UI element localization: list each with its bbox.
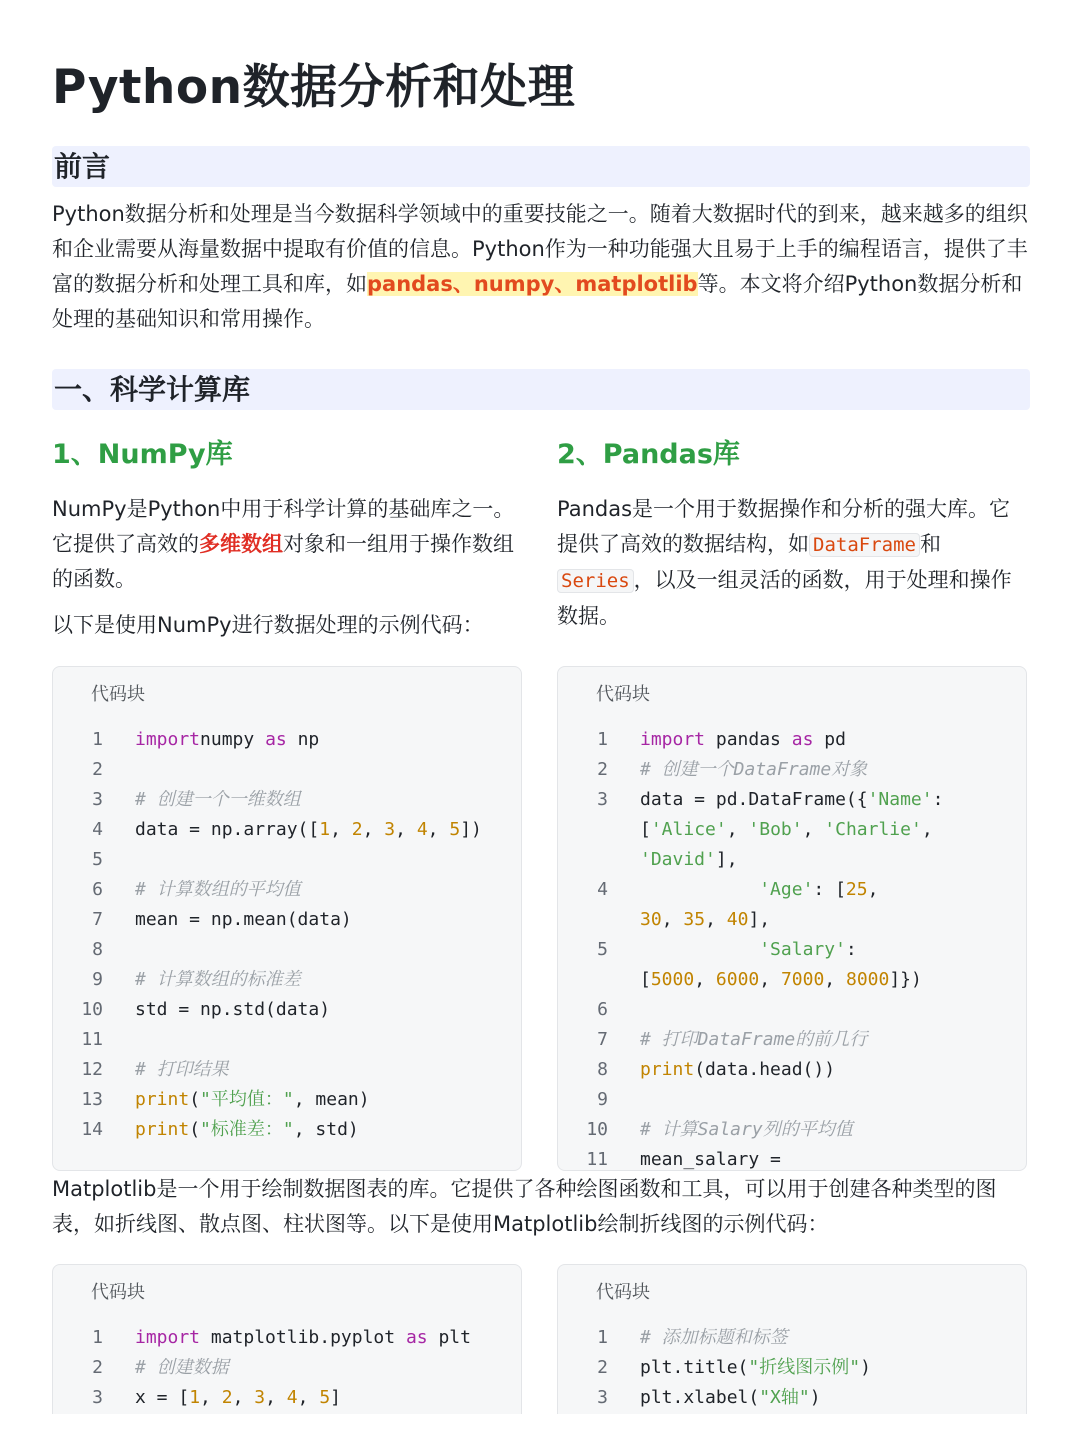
code-token: , bbox=[362, 819, 385, 840]
code-token: 'David' bbox=[640, 849, 716, 870]
code-body[interactable] bbox=[558, 725, 1026, 1171]
code-token: , bbox=[921, 819, 933, 840]
code-text bbox=[608, 875, 878, 905]
code-line bbox=[53, 965, 521, 995]
code-line bbox=[558, 1145, 1026, 1171]
code-token: , bbox=[726, 819, 749, 840]
code-line bbox=[53, 875, 521, 905]
code-line bbox=[558, 1085, 1026, 1115]
code-token: ] bbox=[330, 1387, 341, 1408]
line-number: 10 bbox=[81, 999, 103, 1020]
code-token: plt bbox=[427, 1327, 471, 1348]
code-line bbox=[53, 1025, 521, 1055]
code-text bbox=[608, 935, 857, 965]
code-token: 3 bbox=[384, 819, 396, 840]
code-block-label: 代码块 bbox=[91, 1282, 145, 1303]
code-token: , bbox=[694, 969, 716, 990]
preface-text-end: 等。本文将介绍Python数据分析和处理的基础知识和常用操作。 bbox=[52, 272, 1023, 331]
code-token: # 创建一个一维数组 bbox=[135, 789, 301, 810]
code-text bbox=[608, 1353, 871, 1383]
numpy-description bbox=[52, 492, 524, 643]
code-token: 'Bob' bbox=[748, 819, 803, 840]
code-text bbox=[608, 1383, 821, 1413]
code-token: # 添加标题和标签 bbox=[640, 1327, 788, 1348]
code-line bbox=[558, 905, 1026, 935]
code-token: ) bbox=[809, 1387, 821, 1408]
code-token: 1 bbox=[189, 1387, 201, 1408]
line-number: 6 bbox=[597, 999, 608, 1020]
pandas-text-a: Pandas是一个用于数据操作和分析的强大库。它提供了高效的数据结构，如 bbox=[557, 497, 1011, 556]
preface-heading: 前言 bbox=[52, 146, 1030, 187]
code-block-label: 代码块 bbox=[91, 684, 145, 705]
code-text bbox=[608, 1055, 835, 1085]
pandas-heading: 2、Pandas库 bbox=[557, 439, 740, 470]
code-line bbox=[558, 785, 1026, 815]
line-number: 9 bbox=[597, 1089, 608, 1110]
code-token: pandas bbox=[705, 729, 792, 750]
code-token: as bbox=[265, 729, 287, 750]
line-number: 7 bbox=[597, 1029, 608, 1050]
line-number: 3 bbox=[597, 789, 608, 810]
code-line bbox=[53, 1323, 521, 1353]
code-token: , bbox=[802, 819, 825, 840]
code-text bbox=[103, 725, 319, 755]
code-text bbox=[103, 1383, 341, 1413]
code-token: print bbox=[135, 1089, 190, 1110]
code-token: 5000 bbox=[650, 969, 695, 990]
preface-text: Python数据分析和处理是当今数据科学领域中的重要技能之一。随着大数据时代的到来，越来越多的组织和企业需要从海量数据中提取有价值的信息。Python作为一种功能强大且易于上手的编程语言，提供了丰富的数据分析和处理工具和库，如 bbox=[52, 202, 1028, 296]
code-token: ]) bbox=[460, 819, 482, 840]
code-token: ]}) bbox=[889, 969, 922, 990]
code-body[interactable] bbox=[558, 1323, 1026, 1413]
code-block-numpy[interactable] bbox=[52, 666, 522, 1171]
code-token: # 计算数组的标准差 bbox=[135, 969, 301, 990]
line-number: 11 bbox=[81, 1029, 103, 1050]
code-block-matplotlib-labels[interactable] bbox=[557, 1264, 1027, 1414]
code-token: # 创建一个DataFrame对象 bbox=[640, 759, 868, 780]
code-line bbox=[53, 995, 521, 1025]
code-text bbox=[103, 1055, 229, 1085]
code-token: 6000 bbox=[715, 969, 760, 990]
code-token bbox=[640, 879, 759, 900]
code-token: 5 bbox=[449, 819, 461, 840]
code-token: 7000 bbox=[780, 969, 825, 990]
code-token: 40 bbox=[726, 909, 749, 930]
code-token: ( bbox=[189, 1089, 201, 1110]
line-number: 9 bbox=[92, 969, 103, 990]
line-number: 14 bbox=[81, 1119, 103, 1140]
line-number: 3 bbox=[597, 1387, 608, 1408]
code-text bbox=[608, 755, 867, 785]
code-token: 2 bbox=[351, 819, 363, 840]
code-line bbox=[53, 785, 521, 815]
code-token: mean_salary = bbox=[640, 1149, 781, 1170]
code-token: [ bbox=[640, 819, 651, 840]
code-text bbox=[608, 905, 770, 935]
code-text bbox=[103, 1353, 229, 1383]
line-number: 8 bbox=[92, 939, 103, 960]
code-line bbox=[558, 845, 1026, 875]
line-number: 4 bbox=[92, 819, 103, 840]
code-token: 5 bbox=[319, 1387, 331, 1408]
code-token: 4 bbox=[286, 1387, 298, 1408]
code-line bbox=[53, 1055, 521, 1085]
code-token: 4 bbox=[416, 819, 428, 840]
code-token: # 创建数据 bbox=[135, 1357, 229, 1378]
pandas-text-b: 和 bbox=[919, 532, 941, 556]
code-line bbox=[53, 935, 521, 965]
code-line bbox=[558, 995, 1026, 1025]
code-token: 1 bbox=[319, 819, 331, 840]
code-token: : bbox=[932, 789, 944, 810]
code-text bbox=[608, 1323, 788, 1353]
line-number: 12 bbox=[81, 1059, 103, 1080]
code-token: ) bbox=[860, 1357, 871, 1378]
code-line bbox=[53, 1115, 521, 1145]
code-body[interactable] bbox=[53, 725, 521, 1145]
code-token: pd bbox=[813, 729, 846, 750]
code-line bbox=[558, 815, 1026, 845]
code-token: [ bbox=[640, 969, 651, 990]
code-token: "X轴" bbox=[759, 1387, 810, 1408]
code-line bbox=[558, 1115, 1026, 1145]
code-text bbox=[608, 1145, 781, 1171]
code-line bbox=[558, 1353, 1026, 1383]
pandas-description bbox=[557, 492, 1029, 634]
code-token: data = np.array([ bbox=[135, 819, 320, 840]
code-token: mean = np.mean(data) bbox=[135, 909, 352, 930]
code-token: : bbox=[845, 939, 857, 960]
code-text bbox=[103, 905, 352, 935]
code-text bbox=[608, 785, 943, 815]
code-text bbox=[608, 845, 738, 875]
code-body[interactable] bbox=[53, 1323, 521, 1413]
numpy-text-b: 对象和一组用于操作数组的函数。 bbox=[52, 532, 514, 591]
code-text bbox=[103, 1323, 471, 1353]
code-token: 3 bbox=[254, 1387, 266, 1408]
line-number: 1 bbox=[92, 1327, 103, 1348]
code-token: # 计算数组的平均值 bbox=[135, 879, 301, 900]
code-token: "平均值：" bbox=[200, 1089, 294, 1110]
code-line bbox=[53, 755, 521, 785]
code-token: 'Salary' bbox=[759, 939, 846, 960]
code-text bbox=[608, 1025, 867, 1055]
numpy-heading: 1、NumPy库 bbox=[52, 439, 233, 470]
code-token: , bbox=[265, 1387, 287, 1408]
code-token: x = [ bbox=[135, 1387, 190, 1408]
code-text bbox=[608, 1115, 853, 1145]
code-token: print bbox=[640, 1059, 695, 1080]
inline-code-series: Series bbox=[557, 569, 634, 593]
highlight-libraries: pandas、numpy、matplotlib bbox=[367, 272, 698, 296]
code-text bbox=[103, 995, 330, 1025]
code-text bbox=[103, 1115, 359, 1145]
code-token bbox=[640, 939, 759, 960]
code-token: , bbox=[427, 819, 450, 840]
code-line bbox=[558, 1025, 1026, 1055]
code-text bbox=[103, 815, 482, 845]
line-number: 2 bbox=[92, 1357, 103, 1378]
code-token: ], bbox=[748, 909, 771, 930]
section1-heading: 一、科学计算库 bbox=[52, 369, 1030, 410]
code-token: # 计算Salary列的平均值 bbox=[640, 1119, 853, 1140]
code-line bbox=[558, 965, 1026, 995]
code-token: matplotlib.pyplot bbox=[200, 1327, 406, 1348]
code-block-pandas[interactable] bbox=[557, 666, 1027, 1171]
code-token: "折线图示例" bbox=[748, 1357, 861, 1378]
code-line bbox=[558, 1055, 1026, 1085]
code-line bbox=[53, 1383, 521, 1413]
code-line bbox=[558, 935, 1026, 965]
code-token: , bbox=[200, 1387, 222, 1408]
code-token: import bbox=[135, 729, 201, 750]
code-token: , bbox=[661, 909, 684, 930]
code-token: as bbox=[791, 729, 814, 750]
code-line bbox=[53, 1353, 521, 1383]
code-token: plt.title( bbox=[640, 1357, 749, 1378]
code-line bbox=[558, 1323, 1026, 1353]
line-number: 7 bbox=[92, 909, 103, 930]
line-number: 5 bbox=[597, 939, 608, 960]
line-number: 6 bbox=[92, 879, 103, 900]
code-text bbox=[608, 965, 922, 995]
code-token: # 打印结果 bbox=[135, 1059, 229, 1080]
page-title: Python数据分析和处理 bbox=[52, 60, 576, 115]
code-token: import bbox=[135, 1327, 201, 1348]
code-token: numpy bbox=[200, 729, 266, 750]
code-text bbox=[103, 1085, 370, 1115]
code-token: 'Alice' bbox=[650, 819, 727, 840]
line-number: 5 bbox=[92, 849, 103, 870]
code-token: 'Charlie' bbox=[824, 819, 922, 840]
numpy-example-intro: 以下是使用NumPy进行数据处理的示例代码： bbox=[52, 613, 484, 637]
code-token: (data.head()) bbox=[694, 1059, 836, 1080]
code-token: ( bbox=[189, 1119, 201, 1140]
line-number: 1 bbox=[597, 1327, 608, 1348]
code-block-label: 代码块 bbox=[596, 1282, 650, 1303]
code-token: , bbox=[705, 909, 727, 930]
line-number: 11 bbox=[586, 1149, 608, 1170]
line-number: 13 bbox=[81, 1089, 103, 1110]
code-token: , bbox=[759, 969, 781, 990]
code-token: "标准差：" bbox=[200, 1119, 294, 1140]
code-line bbox=[558, 1383, 1026, 1413]
line-number: 2 bbox=[597, 1357, 608, 1378]
code-line bbox=[53, 905, 521, 935]
code-token: import bbox=[640, 729, 706, 750]
code-text bbox=[103, 875, 301, 905]
code-token: , std) bbox=[293, 1119, 359, 1140]
line-number: 10 bbox=[586, 1119, 608, 1140]
line-number: 3 bbox=[92, 1387, 103, 1408]
code-token: 'Age' bbox=[759, 879, 814, 900]
line-number: 1 bbox=[92, 729, 103, 750]
code-token: ], bbox=[715, 849, 738, 870]
line-number: 1 bbox=[597, 729, 608, 750]
code-token: , bbox=[330, 819, 352, 840]
code-token: np bbox=[286, 729, 320, 750]
code-token: 35 bbox=[683, 909, 706, 930]
code-token: , bbox=[395, 819, 417, 840]
preface-paragraph bbox=[52, 197, 1030, 337]
code-token: 8000 bbox=[845, 969, 890, 990]
code-token: plt.xlabel( bbox=[640, 1387, 760, 1408]
code-token: , bbox=[867, 879, 879, 900]
code-text bbox=[103, 785, 301, 815]
numpy-red-term: 多维数组 bbox=[199, 532, 283, 556]
matplotlib-paragraph: Matplotlib是一个用于绘制数据图表的库。它提供了各种绘图函数和工具，可以用于创建各种类型的图表，如折线图、散点图、柱状图等。以下是使用Matplotlib绘制折线图的示例代码： bbox=[52, 1172, 1030, 1242]
code-token: print bbox=[135, 1119, 190, 1140]
code-text bbox=[608, 815, 933, 845]
code-block-matplotlib[interactable] bbox=[52, 1264, 522, 1414]
line-number: 2 bbox=[92, 759, 103, 780]
code-line bbox=[53, 1085, 521, 1115]
code-line bbox=[558, 725, 1026, 755]
line-number: 2 bbox=[597, 759, 608, 780]
line-number: 8 bbox=[597, 1059, 608, 1080]
code-token: # 打印DataFrame的前几行 bbox=[640, 1029, 868, 1050]
code-text bbox=[103, 965, 301, 995]
code-line bbox=[53, 815, 521, 845]
code-token: : [ bbox=[813, 879, 846, 900]
line-number: 4 bbox=[597, 879, 608, 900]
code-token: , bbox=[824, 969, 846, 990]
code-line bbox=[53, 725, 521, 755]
code-token: , bbox=[232, 1387, 255, 1408]
code-line bbox=[558, 755, 1026, 785]
numpy-text-a: NumPy是Python中用于科学计算的基础库之一。它提供了高效的 bbox=[52, 497, 515, 556]
code-token: data = pd.DataFrame({ bbox=[640, 789, 868, 810]
code-token: 30 bbox=[640, 909, 662, 930]
code-line bbox=[558, 875, 1026, 905]
code-token: std = np.std(data) bbox=[135, 999, 331, 1020]
code-token: 'Name' bbox=[867, 789, 933, 810]
pandas-text-c: ，以及一组灵活的函数，用于处理和操作数据。 bbox=[557, 568, 1012, 628]
code-line bbox=[53, 845, 521, 875]
code-token: 2 bbox=[221, 1387, 233, 1408]
code-token: , mean) bbox=[293, 1089, 370, 1110]
code-block-label: 代码块 bbox=[596, 684, 650, 705]
line-number: 3 bbox=[92, 789, 103, 810]
code-text bbox=[608, 725, 846, 755]
code-token: , bbox=[297, 1387, 320, 1408]
code-token: as bbox=[405, 1327, 428, 1348]
code-token: 25 bbox=[845, 879, 868, 900]
inline-code-dataframe: DataFrame bbox=[809, 533, 920, 557]
